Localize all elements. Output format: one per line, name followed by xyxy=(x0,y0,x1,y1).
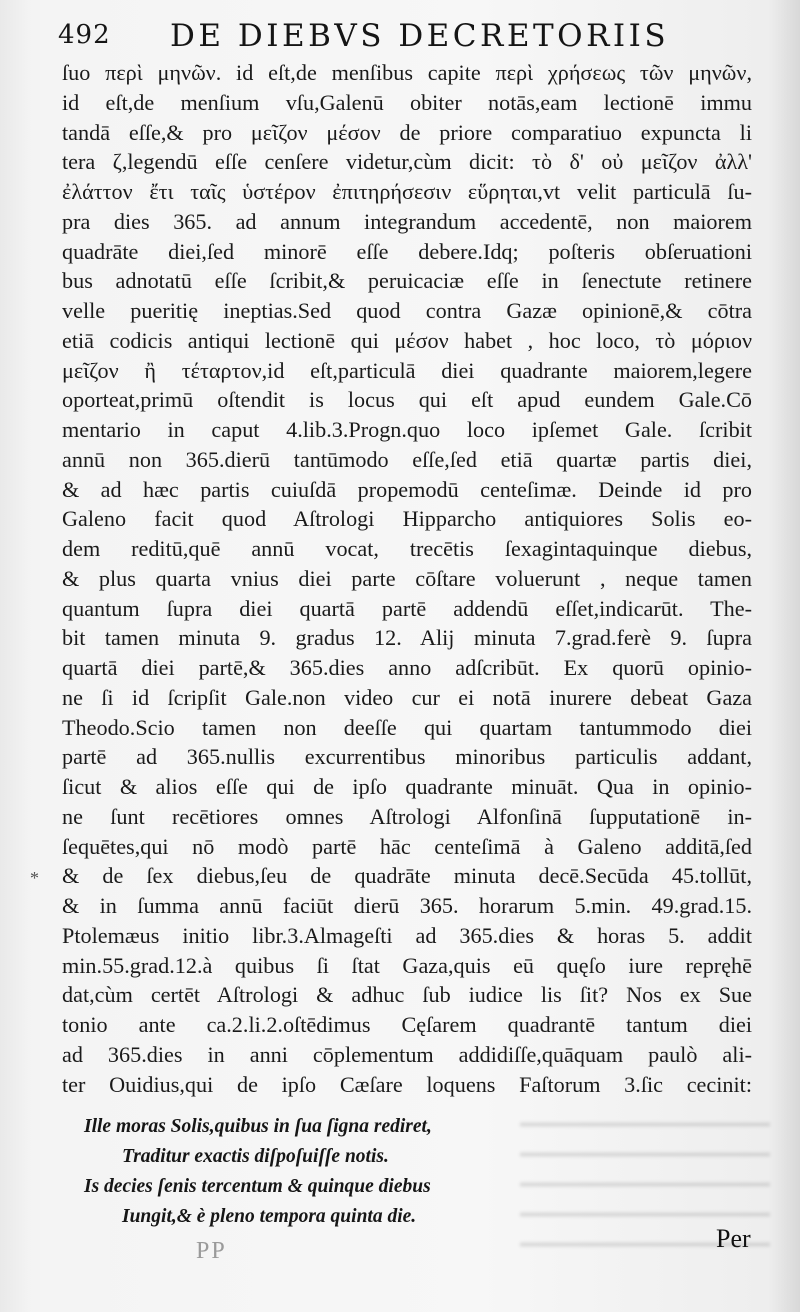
catchword: Per xyxy=(716,1224,751,1253)
text-line: annū non 365.dierū tantūmodo eſſe,ſed etiā quartæ partis diei, xyxy=(62,446,752,472)
verse-line: Ille moras Solis,quibus in ſua ſigna rediret, xyxy=(84,1116,432,1137)
text-line: ſuo περὶ μηνῶν. id eſt,de menſibus capite περὶ χρήσεως τῶν μηνῶν, xyxy=(62,60,752,85)
text-line: oporteat,primū oſtendit is locus qui eſt apud eundem Gale.Cō xyxy=(62,387,752,413)
text-line: etiā codicis antiqui lectionē qui μέσον habet , hoc loco, τὸ μόριον xyxy=(62,327,752,353)
text-line: bit tamen minuta 9. gradus 12. Alij minuta 7.grad.ferè 9. ſupra xyxy=(62,625,752,651)
text-line: ter Ouidius,qui de ipſo Cæſare loquens Faſtorum 3.ſic cecinit: xyxy=(62,1071,752,1097)
body-text xyxy=(62,58,752,1099)
text-line: mentario in caput 4.lib.3.Progn.quo loco ipſemet Gale. ſcribit xyxy=(62,417,752,442)
running-title: DE DIEBVS DECRETORIIS xyxy=(170,18,670,54)
text-line: Ptolemæus initio libr.3.Almageſti ad 365.dies & horas 5. addit xyxy=(62,922,752,948)
text-line: & ad hæc partis cuiuſdā propemodū centeſimæ. Deinde id pro xyxy=(62,476,752,502)
text-line: ſicut & alios eſſe qui de ipſo quadrante minuāt. Qua in opinio- xyxy=(62,774,752,799)
text-line: & in ſumma annū faciūt dierū 365. horarum 5.min. 49.grad.15. xyxy=(62,893,752,918)
text-line: dem reditū,quē annū vocat, trecētis ſexagintaquinque diebus, xyxy=(62,536,752,561)
text-line: quadrāte diei,ſed minorē eſſe debere.Idq; poſteris obſeruationi xyxy=(62,238,752,264)
text-line: tonio ante ca.2.li.2.oſtēdimus Cęſarem quadrantē tantum diei xyxy=(62,1012,752,1037)
text-line: dat,cùm certēt Aſtrologi & adhuc ſub iudice lis ſit? Nos ex Sue xyxy=(62,982,752,1008)
margin-mark: PP xyxy=(196,1238,227,1264)
text-line: min.55.grad.12.à quibus ſi ſtat Gaza,quis eū quęſo iure repręhē xyxy=(62,952,752,978)
text-line: ſequētes,qui nō modò partē hāc centeſimā à Galeno additā,ſed xyxy=(62,833,752,859)
page-header xyxy=(58,18,778,58)
text-line: & plus quarta vnius diei parte cōſtare voluerunt , neque tamen xyxy=(62,565,752,591)
text-line: quantum ſupra diei quartā partē addendū eſſet,indicarūt. The- xyxy=(62,595,752,621)
text-line: quartā diei partē,& 365.dies anno adſcribūt. Ex quorū opinio- xyxy=(62,655,752,680)
text-line: ἐλάττον ἔτι ταῖς ὑστέρον ἐπιτηρήσεσιν εὕρηται,vt velit particulā ſu- xyxy=(62,179,752,204)
margin-asterisk: * xyxy=(30,868,39,888)
text-line: μεῖζον ἢ τέταρτον,id eſt,particulā diei quadrante maiorem,legere xyxy=(62,357,752,383)
text-line: velle pueritię ineptias.Sed quod contra Gazæ opinionē,& cōtra xyxy=(62,298,752,323)
text-line: Theodo.Scio tamen non deeſſe qui quartam tantummodo diei xyxy=(62,714,752,740)
verse-line: Traditur exactis diſpoſuiſſe notis. xyxy=(122,1146,389,1167)
text-line: tandā eſſe,& pro μεῖζον μέσον de priore comparatiuo expuncta li xyxy=(62,119,752,145)
verse-line: Iungit,& è pleno tempora quinta die. xyxy=(122,1206,417,1227)
text-line: bus adnotatū eſſe ſcribit,& peruicaciæ eſſe in ſenectute retinere xyxy=(62,268,752,294)
text-line: id eſt,de menſium vſu,Galenū obiter notās,eam lectionē immu xyxy=(62,89,752,115)
page-number: 492 xyxy=(58,20,111,50)
text-line: & de ſex diebus,ſeu de quadrāte minuta decē.Secūda 45.tollūt, xyxy=(62,863,752,889)
text-line: partē ad 365.nullis excurrentibus minoribus particulis addant, xyxy=(62,744,752,770)
text-line: ad 365.dies in anni cōplementum addidiſſe,quāquam paulò ali- xyxy=(62,1041,752,1067)
verse-quotation xyxy=(84,1112,584,1232)
verse-line: Is decies ſenis tercentum & quinque diebus xyxy=(84,1176,431,1197)
text-line: tera ζ,legendū eſſe cenſere videtur,cùm dicit: τὸ δ' οὐ μεῖζον ἀλλ' xyxy=(62,149,752,175)
text-line: pra dies 365. ad annum integrandum accedentē, non maiorem xyxy=(62,208,752,234)
text-line: ne ſi id ſcripſit Gale.non video cur ei notā inurere debeat Gaza xyxy=(62,684,752,710)
text-line: Galeno facit quod Aſtrologi Hipparcho antiquiores Solis eo- xyxy=(62,506,752,532)
text-line: ne ſunt recētiores omnes Aſtrologi Alfonſinā ſupputationē in- xyxy=(62,803,752,829)
